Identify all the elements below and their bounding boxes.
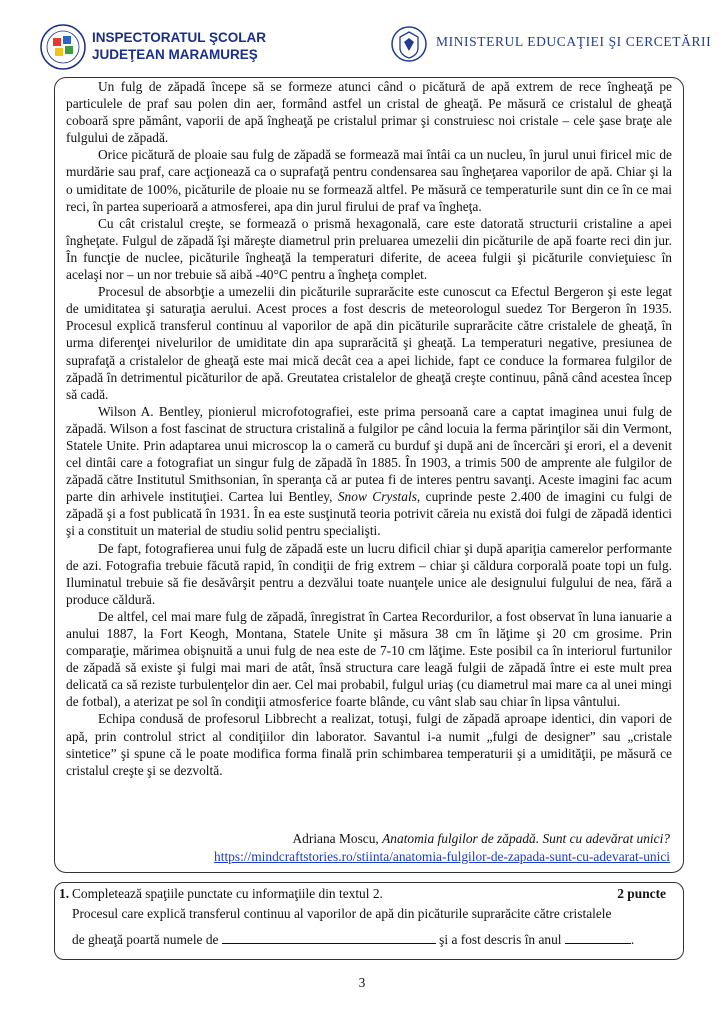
question-text-line1: Procesul care explică transferul continuu al vaporilor de apă din picăturile suprarăcite către cristalele bbox=[72, 906, 612, 921]
question-text: de gheaţă poartă numele de bbox=[72, 932, 222, 947]
source-link[interactable]: https://mindcraftstories.ro/stiinta/anatomia-fulgilor-de-zapada-sunt-cu-adevarat-unici bbox=[214, 849, 670, 864]
answer-blank-year[interactable] bbox=[565, 931, 631, 944]
source-author-line bbox=[214, 830, 670, 848]
question-number: 1. bbox=[59, 886, 70, 901]
isj-title-line2: JUDEŢEAN MARAMUREŞ bbox=[92, 47, 258, 62]
isj-logo-icon bbox=[40, 24, 86, 70]
paragraph-text: , cuprinde peste 2.400 de imagini cu fulgi de zăpadă şi a fost publicată în 1931. În ea este susţinută teoria potrivit căreia nu există doi fulgi de zăpadă identici şi a constituit un material de studiu solid pentru specialişti. bbox=[66, 489, 672, 539]
article-paragraph: Orice picătură de ploaie sau fulg de zăpadă se formează mai întâi ca un nucleu, în jurul unui firicel mic de murdărie sau praf, care acţionează ca o suprafaţă pentru condensarea sau îngheţarea vaporilor de apă. Chiar şi la o umiditate de 100%, picăturile de ploaie nu se formează altfel. Pe măsură ce temperaturile sunt din ce în ce mai reci, în partea superioară a atmosferei, apa din jurul firului de praf va îngheţa. bbox=[66, 147, 672, 214]
source-title: Anatomia fulgilor de zăpadă. Sunt cu adevărat unici? bbox=[382, 831, 670, 846]
article-paragraph: Procesul de absorbţie a umezelii din picăturile suprarăcite este cunoscut ca Efectul Bergeron şi este legat de umiditatea şi saturaţia aerului. Acest proces a fost descris de meteorologul suedez Tor Bergeron în 1935. Procesul explică transferul continuu al vaporilor de apă din picăturile suprarăcite către cristalele de gheaţă, în urma diferenţei nivelurilor de umiditate din apa suprarăcită şi gheaţă. La temperaturi negative, presiunea de suprafaţă a cristalelor de gheaţă este mai mică decât cea a apei lichide, fapt ce conduce la formarea fulgilor de zăpadă în detrimentul picăturilor de apă. Greutatea cristalelor de gheaţă creşte continuu, până când acestea încep să cadă. bbox=[66, 284, 672, 402]
article-paragraph: Echipa condusă de profesorul Libbrecht a realizat, totuşi, fulgi de zăpadă aproape identici, din vapori de apă, prin controlul strict al condiţiilor din laborator. Savantul i-a numit „fulgi de designer” sau „cristale sintetice” şi spune că le poate modifica forma finală prin schimbarea temperaturii şi a umidităţii, pe măsură ce cristalul creşte şi se dezvoltă. bbox=[66, 711, 672, 778]
article-text bbox=[66, 78, 672, 779]
page-number: 3 bbox=[358, 975, 366, 990]
question-text: . bbox=[630, 932, 635, 947]
book-title: Snow Crystals bbox=[337, 489, 417, 505]
question-points: 2 puncte bbox=[617, 886, 666, 901]
question-text: şi a fost descris în anul bbox=[435, 932, 565, 947]
isj-title bbox=[92, 29, 266, 63]
article-paragraph: Un fulg de zăpadă începe să se formeze atunci când o picătură de apă extrem de rece îngheaţă pe particulele de praf sau polen din aer, formând astfel un cristal de gheaţă. Pe măsură ce cristalul de gheaţă coboară spre pământ, vaporii de apă îngheaţă pe cristalul primar şi construiesc noi cristale – cele şase braţe ale fulgului de zăpadă. bbox=[66, 79, 672, 146]
paragraph-text: Wilson A. Bentley, pionierul microfotografiei, este prima persoană care a captat imaginea unui fulg de zăpadă. Wilson a fost fascinat de structura cristalină a fulgilor pe când locuia la ferma părinţilor săi din Vermont, Statele Unite. Prin adaptarea unui microscop la o cameră cu burduf şi după ani de încercări şi erori, el a devenit cel dintâi care a fotografiat un singur fulg de zăpadă în 1885. În 1903, a trimis 500 de amprente ale fulgilor de zăpadă către Institutul Smithsonian, în speranţa că ar putea fi de interes pentru savanţi. Aceste imagini fac acum parte din arhivele instituţiei. Cartea lui Bentley, bbox=[66, 403, 672, 505]
article-paragraph: De fapt, fotografierea unui fulg de zăpadă este un lucru dificil chiar şi după apariţia camerelor performante de azi. Fotografia trebuie făcută rapid, în condiţii de frig extrem – chiar şi căldura corporală poate topi un fulg. Iluminatul trebuie să fie desăvârşit pentru a dezvălui toate nuanţele unice ale designului fulgului de nea, fără a produce căldură. bbox=[66, 540, 672, 607]
article-paragraph: De altfel, cel mai mare fulg de zăpadă, înregistrat în Cartea Recordurilor, a fost observat în luna ianuarie a anului 1887, la Fort Keogh, Montana, Statele Unite şi măsura 38 cm în lăţime şi 20 cm grosime. Prin comparaţie, mărimea obişnuită a unui fulg de nea este de 7-10 cm lăţime. Este posibil ca în interiorul furtunilor de zăpadă să existe şi fulgi mai mari de atât, însă structura care leagă fulgii de zăpadă între ei este mult prea delicată ca să reziste turbulenţelor din aer. Cel mai probabil, fulgul uriaş (cu diametrul mai mare ca al unei mingi de fotbal), a aterizat pe sol în condiţii atmosferice foarte blânde, cu vânt slab sau chiar în lipsa vântului. bbox=[66, 608, 672, 710]
page-header bbox=[0, 0, 724, 80]
article-paragraph: Cu cât cristalul creşte, se formează o prismă hexagonală, care este datorată structurii cristaline a apei îngheţate. Fulgul de zăpadă îşi măreşte diametrul prin preluarea umezelii din picăturile de apă foarte reci din jur. În funcţie de nuclee, picăturile îngheaţă la temperaturi diferite, de aceea fulgii şi picăturile convieţuiesc în acelaşi nor – un nor trebuie să aibă -40°C pentru a îngheţa complet. bbox=[66, 215, 672, 283]
question-instruction: Completează spaţiile punctate cu informaţiile din textul 2. bbox=[72, 886, 383, 901]
source-citation bbox=[214, 830, 670, 866]
answer-blank-name[interactable] bbox=[222, 931, 436, 944]
isj-title-line1: INSPECTORATUL ŞCOLAR bbox=[92, 30, 267, 45]
article-paragraph-bentley bbox=[66, 403, 672, 540]
ministry-crest-icon bbox=[391, 24, 427, 64]
source-author: Adriana Moscu, bbox=[292, 831, 383, 846]
question-text-line2 bbox=[72, 931, 634, 948]
ministry-title: MINISTERUL EDUCAŢIEI ŞI CERCETĂRII bbox=[436, 34, 712, 49]
